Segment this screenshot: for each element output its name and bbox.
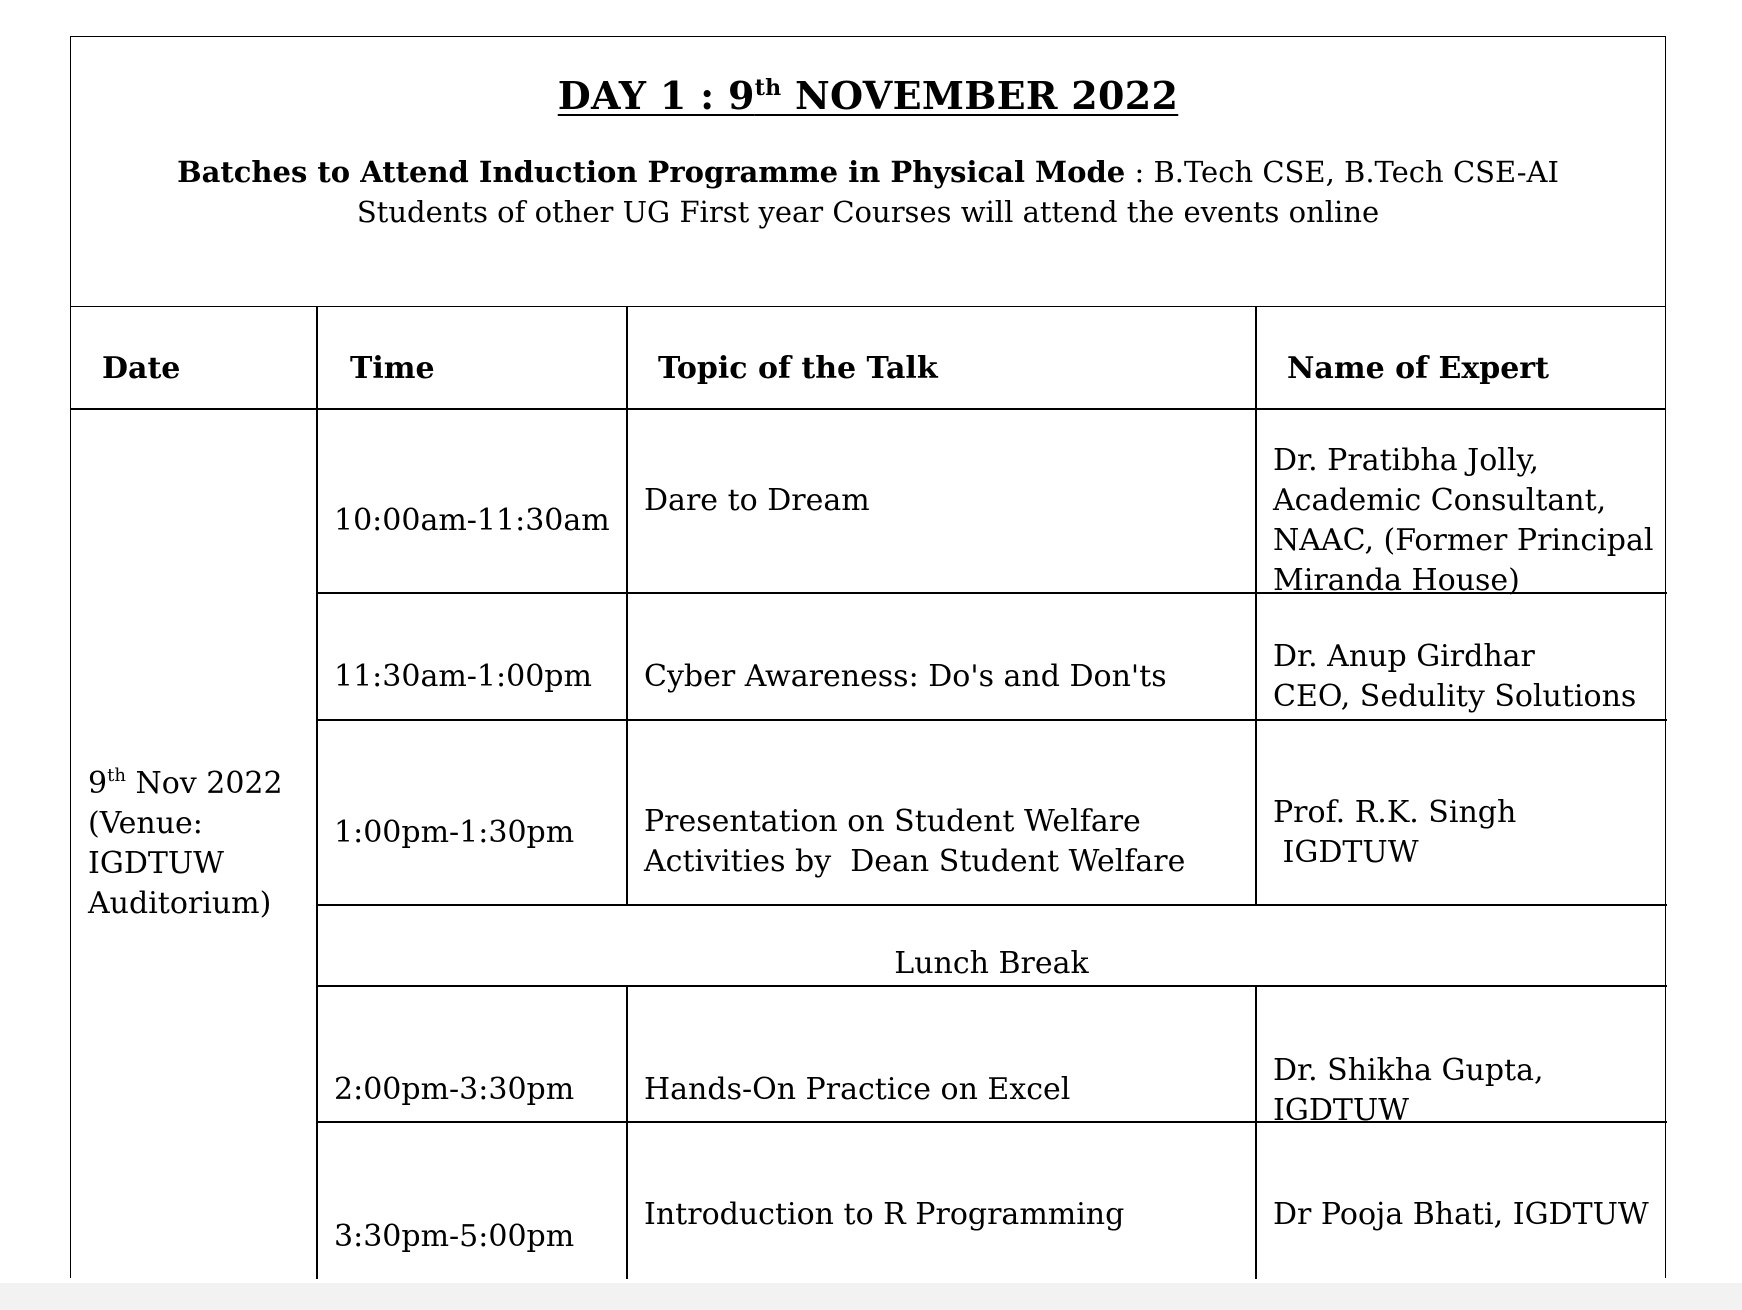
date-cell-date bbox=[88, 764, 283, 804]
expert-cell-line: CEO, Sedulity Solutions bbox=[1273, 679, 1637, 714]
time-cell: 11:30am-1:00pm bbox=[334, 659, 592, 694]
header-row-bottom-line bbox=[71, 408, 1665, 410]
day-title-suffix: NOVEMBER 2022 bbox=[781, 73, 1179, 118]
col-divider-topic-expert-bottom bbox=[1255, 985, 1257, 1279]
day-title-prefix: DAY 1 : 9 bbox=[557, 73, 755, 118]
col-divider-topic-expert-top bbox=[1255, 307, 1257, 904]
break-row-bottom-line bbox=[316, 985, 1667, 987]
time-cell: 1:00pm-1:30pm bbox=[334, 815, 575, 850]
page-bottom-strip bbox=[0, 1283, 1742, 1310]
expert-cell-line: IGDTUW bbox=[1273, 835, 1419, 870]
date-cell-venue-line: IGDTUW bbox=[88, 846, 224, 881]
date-day-ordinal: th bbox=[107, 765, 126, 786]
expert-cell-line: IGDTUW bbox=[1273, 1093, 1409, 1128]
column-header-topic: Topic of the Talk bbox=[658, 351, 938, 386]
topic-cell-line: Presentation on Student Welfare bbox=[644, 804, 1141, 839]
topic-cell: Cyber Awareness: Do's and Don'ts bbox=[644, 659, 1167, 694]
topic-cell: Hands-On Practice on Excel bbox=[644, 1072, 1071, 1107]
col-divider-time-topic-top bbox=[626, 307, 628, 904]
date-rest: Nov 2022 bbox=[125, 766, 283, 801]
expert-cell-line: Dr. Anup Girdhar bbox=[1273, 639, 1535, 674]
topic-cell: Introduction to R Programming bbox=[644, 1197, 1125, 1232]
expert-cell: Dr Pooja Bhati, IGDTUW bbox=[1273, 1197, 1649, 1232]
row-5-bottom-line bbox=[316, 1121, 1667, 1123]
expert-cell-line: NAAC, (Former Principal bbox=[1273, 523, 1654, 558]
topic-cell-line: Activities by Dean Student Welfare bbox=[644, 844, 1186, 879]
time-cell: 2:00pm-3:30pm bbox=[334, 1072, 575, 1107]
expert-cell-line: Dr. Pratibha Jolly, bbox=[1273, 443, 1539, 478]
lunch-break-label: Lunch Break bbox=[894, 946, 1089, 981]
time-cell: 10:00am-11:30am bbox=[334, 503, 610, 538]
row-2-bottom-line bbox=[316, 719, 1667, 721]
batches-value: : B.Tech CSE, B.Tech CSE-AI bbox=[1125, 155, 1559, 189]
col-divider-date-time bbox=[316, 307, 318, 1279]
batches-label: Batches to Attend Induction Programme in Physical Mode bbox=[177, 155, 1126, 189]
expert-cell-line: Prof. R.K. Singh bbox=[1273, 795, 1517, 830]
date-cell-venue-line: (Venue: bbox=[88, 806, 203, 841]
online-note: Students of other UG First year Courses will attend the events online bbox=[356, 195, 1380, 229]
date-cell-venue-line: Auditorium) bbox=[88, 886, 272, 921]
expert-cell-line: Dr. Shikha Gupta, bbox=[1273, 1053, 1544, 1088]
expert-cell-line: Academic Consultant, bbox=[1273, 483, 1607, 518]
schedule-table bbox=[71, 37, 1665, 1278]
column-header-time: Time bbox=[350, 351, 435, 386]
column-header-date: Date bbox=[102, 351, 181, 386]
date-day: 9 bbox=[88, 766, 108, 801]
day-title-ordinal: th bbox=[754, 75, 782, 101]
time-cell: 3:30pm-5:00pm bbox=[334, 1219, 575, 1254]
col-divider-time-topic-bottom bbox=[626, 985, 628, 1279]
row-3-bottom-line bbox=[316, 904, 1667, 906]
column-header-expert: Name of Expert bbox=[1287, 351, 1549, 386]
schedule-frame bbox=[70, 36, 1666, 1278]
topic-cell: Dare to Dream bbox=[644, 483, 870, 518]
expert-cell-line: Miranda House) bbox=[1273, 563, 1520, 598]
